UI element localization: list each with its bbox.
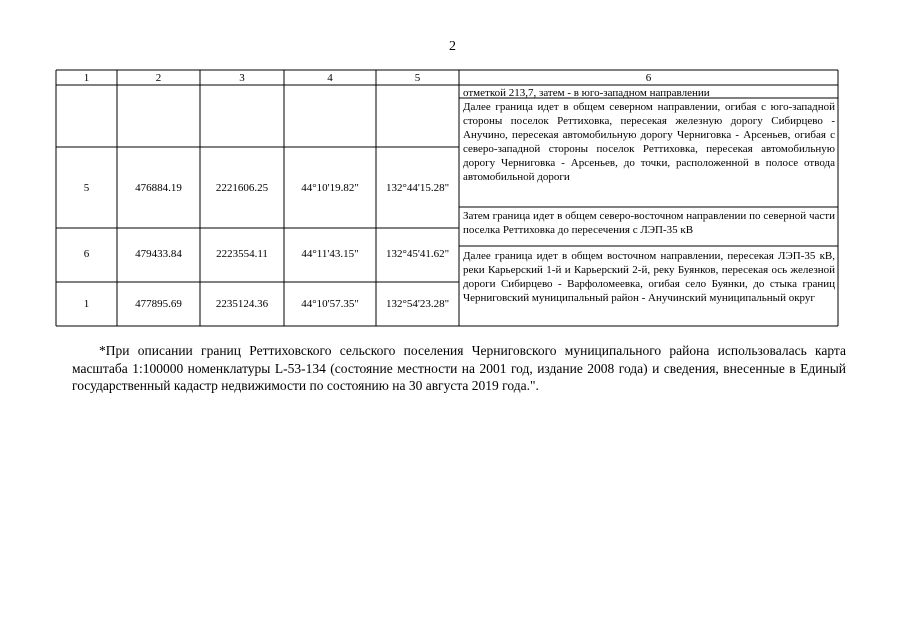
- latitude: 44°10'57.35": [301, 298, 359, 310]
- coord-x: 476884.19: [135, 182, 182, 194]
- point-number: 5: [83, 182, 90, 194]
- page-number: 2: [449, 39, 456, 54]
- longitude: 132°45'41.62": [385, 248, 450, 260]
- column-header-4: 4: [327, 72, 333, 84]
- coord-x: 479433.84: [135, 248, 182, 260]
- point-number: 6: [83, 248, 90, 260]
- description-continuation: отметкой 213,7, затем - в юго-западном направлении: [463, 87, 710, 99]
- point-number: 1: [83, 298, 90, 310]
- footnote: *При описании границ Реттиховского сельского поселения Черниговского муниципального района использовалась карта масштаба 1:100000 номенклатуры L-53-134 (состояние местности на 2001 год, издание 2008 года) и сведения, внесенные в Единый государственный кадастр недвижимости по состоянию на 30 августа 2019 года.".: [72, 343, 846, 393]
- latitude: 44°11'43.15": [301, 248, 359, 260]
- description-segment-3: Далее граница идет в общем восточном направлении, пересекая ЛЭП-35 кВ, реки Карьерский 1-й и Карьерский 2-й, реку Буянков, пересекая ось железной дороги Сибирцево - Варфоломеевка, огибая село Буянки, до стыка границ Черниговский муниципальный район - Анучинский муниципальный округ: [463, 250, 835, 304]
- longitude: 132°54'23.28": [385, 298, 450, 310]
- column-header-1: 1: [83, 72, 90, 84]
- description-segment-1: Далее граница идет в общем северном направлении, огибая с юго-западной стороны поселок Реттиховка, пересекая железную дорогу Сибирцево - Анучино, пересекая автомобильную дорогу Черниговка - Арсеньев, огибая с северо-западной стороны поселок Реттиховка, пересекая автомобильную дорогу Черниговка - Арсеньев, до точки, расположенной в полосе отвода автомобильной дороги: [463, 101, 835, 183]
- column-header-2: 2: [155, 72, 162, 84]
- coord-y: 2221606.25: [215, 182, 269, 194]
- coord-x: 477895.69: [135, 298, 182, 310]
- longitude: 132°44'15.28": [385, 182, 450, 194]
- column-header-3: 3: [239, 72, 245, 84]
- coord-y: 2223554.11: [216, 248, 268, 260]
- column-header-6: 6: [645, 72, 652, 84]
- column-header-5: 5: [414, 72, 421, 84]
- description-segment-2: Затем граница идет в общем северо-восточном направлении по северной части поселка Реттиховка до пересечения с ЛЭП-35 кВ: [463, 210, 835, 236]
- coord-y: 2235124.36: [215, 298, 269, 310]
- latitude: 44°10'19.82": [301, 182, 359, 194]
